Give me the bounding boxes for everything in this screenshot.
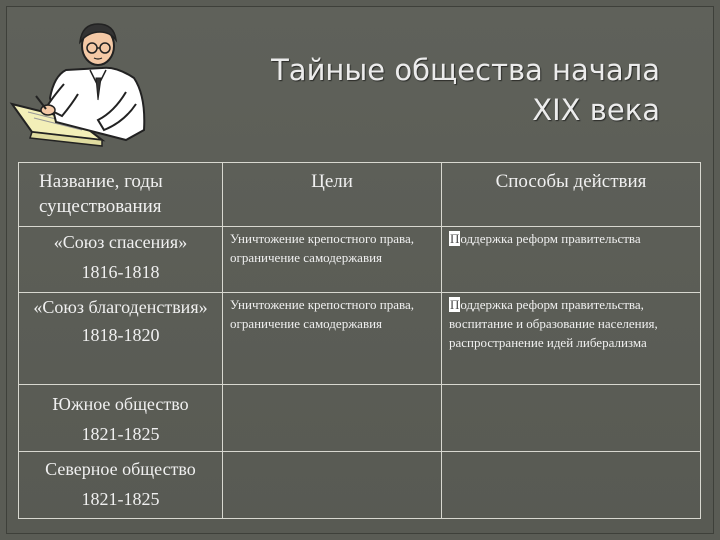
methods-text: оддержка реформ правительства, воспитание и образование населения, распространение идей либерализма [449, 297, 658, 350]
society-goals: Уничтожение крепостного права, ограничение самодержавия [223, 227, 442, 293]
table-row [19, 293, 701, 385]
society-years: 1818-1820 [81, 325, 160, 345]
header-methods: Способы действия [442, 163, 701, 227]
header-goals: Цели [223, 163, 442, 227]
writing-scholar-icon [6, 12, 156, 152]
society-name-cell [19, 452, 223, 519]
society-goals: Уничтожение крепостного права, ограничение самодержавия [223, 293, 442, 385]
table-row [19, 227, 701, 293]
table-row [19, 452, 701, 519]
society-years: 1816-1818 [81, 262, 160, 282]
table-header-row [19, 163, 701, 227]
society-name: «Союз благоденствия» [33, 297, 208, 317]
society-years: 1821-1825 [81, 489, 160, 509]
society-name-cell [19, 293, 223, 385]
society-methods [442, 227, 701, 293]
society-name: «Союз спасения» [53, 232, 188, 252]
society-methods [442, 452, 701, 519]
header-name-years: Название, годы существования [19, 163, 223, 227]
society-goals [223, 385, 442, 452]
methods-text: оддержка реформ правительства [460, 231, 641, 246]
society-years: 1821-1825 [81, 424, 160, 444]
methods-first-letter: П [450, 297, 460, 312]
society-goals [223, 452, 442, 519]
society-methods [442, 385, 701, 452]
table-row [19, 385, 701, 452]
society-name: Южное общество [52, 394, 189, 414]
society-name-cell [19, 385, 223, 452]
society-name-cell [19, 227, 223, 293]
society-name: Северное общество [45, 459, 196, 479]
society-methods [442, 293, 701, 385]
methods-first-letter: П [450, 231, 460, 246]
title-line-1: Тайные общества начала [271, 53, 660, 87]
page-title [230, 50, 660, 130]
title-line-2: XIX века [532, 93, 660, 127]
secret-societies-table [18, 162, 701, 519]
